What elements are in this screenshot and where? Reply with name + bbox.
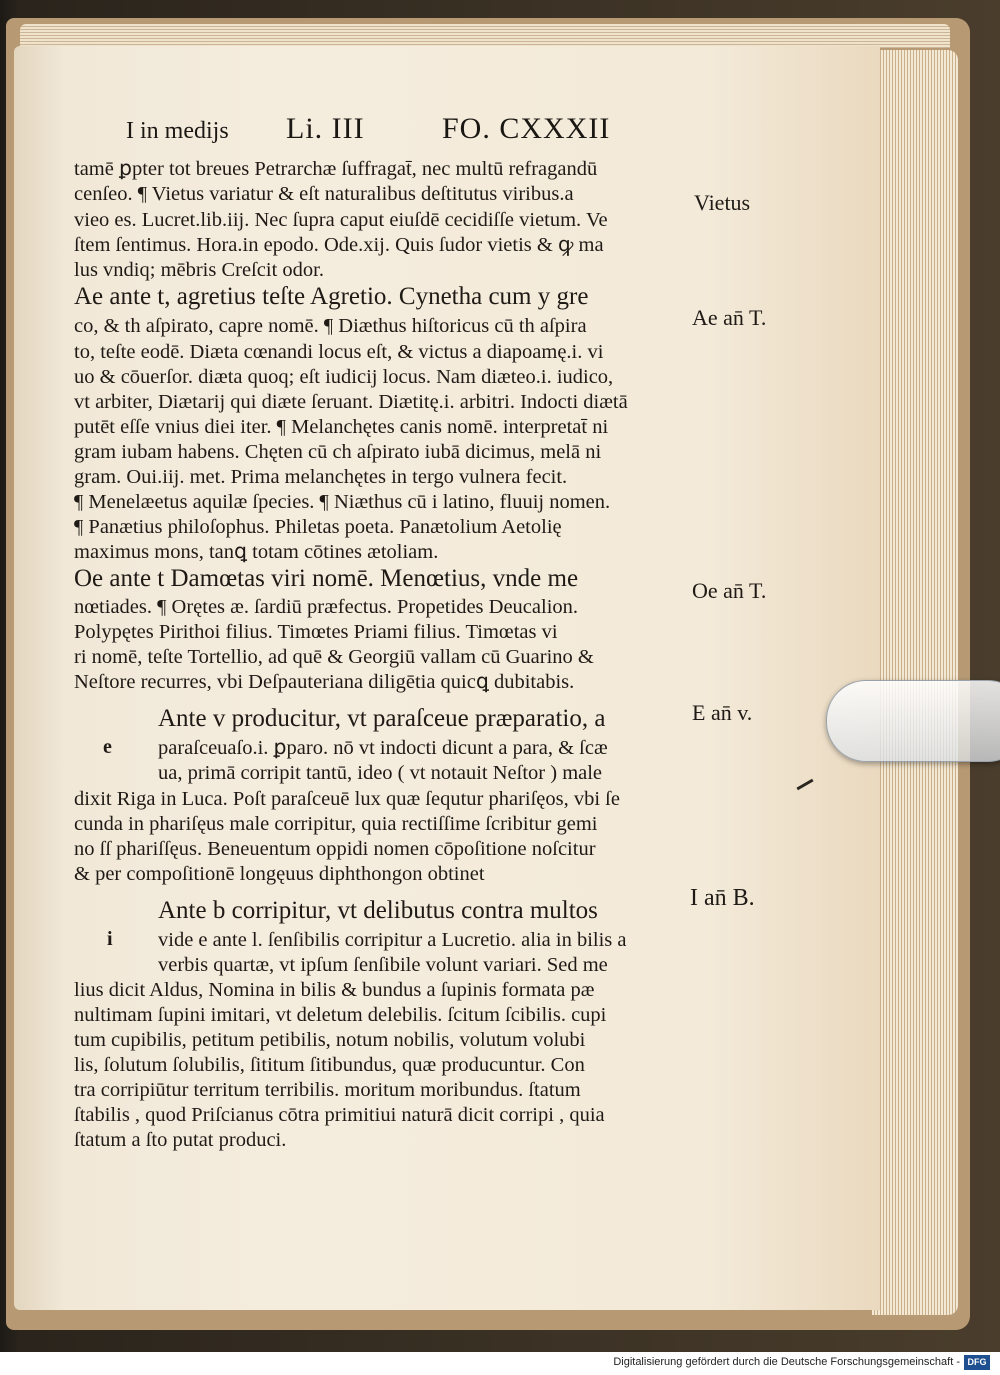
text-line: lius dicit Aldus, Nomina in bilis & bundus a ſupinis formata pæ bbox=[74, 979, 595, 1001]
text-line: vieo es. Lucret.lib.iij. Nec ſupra caput eiuſdē cecidiſſe vietum. Ve bbox=[74, 209, 608, 231]
text-line: tum cupibilis, petitum petibilis, notum nobilis, volutum volubi bbox=[74, 1029, 586, 1051]
margin-note: Ae an̄ T. bbox=[692, 305, 767, 330]
text-line: gram iubam habens. Chęten cū ch aſpirato iubā dicimus, melā ni bbox=[74, 441, 602, 463]
text-line: lis, ſolutum ſolubilis, ſititum ſitibundus, quæ producuntur. Con bbox=[74, 1054, 585, 1076]
text-line: ſtem ſentimus. Hora.in epodo. Ode.xij. Quis ſudor vietis & ꝙ ma bbox=[74, 234, 604, 256]
text-line: to, teſte eodē. Diæta cœnandi locus eſt, & victus a diapoamę.i. vi bbox=[74, 341, 604, 363]
text-line: ¶ Menelæetus aquilæ ſpecies. ¶ Niæthus cū i latino, fluuij nomen. bbox=[74, 491, 611, 513]
text-line-heading: Ae ante t, agretius teſte Agretio. Cynetha cum y gre bbox=[74, 283, 589, 310]
margin-note: I an̄ B. bbox=[690, 885, 755, 911]
text-line: tra corripiūtur territum terribilis. moritum moribundus. ſtatum bbox=[74, 1079, 581, 1101]
text-line: maximus mons, tanꝗ totam cōtines ætoliam. bbox=[74, 541, 439, 563]
margin-note: Oe an̄ T. bbox=[692, 578, 767, 603]
text-line: ſtabilis , quod Priſcianus cōtra primitiui naturā dicit corripi , quia bbox=[74, 1104, 605, 1126]
side-initial: e bbox=[103, 736, 112, 758]
credit-bar bbox=[0, 1352, 1000, 1375]
folio-number: FO. CXXXII bbox=[442, 112, 611, 145]
text-line: paraſceuaſo.i. ꝑparo. nō vt indocti dicunt a para, & ſcæ bbox=[158, 737, 608, 759]
text-line: Neſtore recurres, vbi Deſpauteriana diligētia quicꝗ dubitabis. bbox=[74, 671, 575, 693]
text-line: tamē ꝑpter tot breues Petrarchæ ſuffragat̄, nec multū refragandū bbox=[74, 158, 598, 180]
text-line: & per compoſitionē longęuus diphthongon obtinet bbox=[74, 863, 485, 885]
text-line: nœtiades. ¶ Orętes æ. ſardiū præfectus. Propetides Deucalion. bbox=[74, 596, 579, 618]
text-line: uo & cōuerſor. diæta quoq; eſt iudicij locus. Nam diæteo.i. iudico, bbox=[74, 366, 614, 388]
text-line-heading: Oe ante t Damœtas viri nomē. Menœtius, vnde me bbox=[74, 565, 579, 592]
credit-text: Digitalisierung gefördert durch die Deutsche Forschungsgemeinschaft - bbox=[613, 1356, 960, 1368]
text-line: cenſeo. ¶ Vietus variatur & eſt naturalibus deſtitutus viribus.a bbox=[74, 183, 574, 205]
text-line: ua, primā corripit tantū, ideo ( vt notauit Neſtor ) male bbox=[158, 762, 603, 784]
text-line: no ſſ phariſſęus. Beneuentum oppidi nomen cōpoſitione noſcitur bbox=[74, 838, 596, 860]
text-line: verbis quartæ, vt ipſum ſenſibile volunt variari. Sed me bbox=[158, 954, 608, 976]
text-line: vide e ante l. ſenſibilis corripitur a Lucretio. alia in bilis a bbox=[158, 929, 627, 951]
text-line: dixit Riga in Luca. Poſt paraſceuē lux quæ ſequtur phariſęos, vbi ſe bbox=[74, 788, 620, 810]
page-edges-top bbox=[20, 24, 950, 48]
text-line-heading: Ante b corripitur, vt delibutus contra multos bbox=[158, 897, 598, 924]
text-line: cunda in phariſęus male corripitur, quia rectiſſime ſcribitur gemi bbox=[74, 813, 598, 835]
bookmark-strip bbox=[826, 680, 1000, 762]
running-head-left: I in medijs bbox=[126, 118, 229, 144]
text-line: ¶ Panætius philoſophus. Philetas poeta. Panætolium Aetolię bbox=[74, 516, 562, 538]
text-line: Polypętes Pirithoi filius. Timœtes Priami filius. Timœtas vi bbox=[74, 621, 558, 643]
margin-note: Vietus bbox=[694, 190, 751, 215]
text-line: ri nomē, teſte Tortellio, ad quē & Georgiū vallam cū Guarino & bbox=[74, 646, 594, 668]
text-line-heading: Ante v producitur, vt paraſceue præparatio, a bbox=[158, 705, 606, 732]
running-head bbox=[126, 112, 681, 150]
text-line: co, & th aſpirato, capre nomē. ¶ Diæthus hiſtoricus cū th aſpira bbox=[74, 315, 587, 337]
text-line: lus vndiq; mēbris Creſcit odor. bbox=[74, 259, 324, 281]
text-line: vt arbiter, Diætarij qui diæte ſeruant. Diætitę.i. arbitri. Indocti diætā bbox=[74, 391, 628, 413]
running-head-book: Li. III bbox=[286, 112, 365, 145]
text-line: putēt eſſe vnius diei iter. ¶ Melanchętes canis nomē. interpretat̄ ni bbox=[74, 416, 609, 438]
margin-note: E an̄ v. bbox=[692, 700, 753, 725]
text-line: gram. Oui.iij. met. Prima melanchętes in tergo vulnera fecit. bbox=[74, 466, 568, 488]
dfg-logo-icon: DFG bbox=[964, 1355, 990, 1370]
side-initial: i bbox=[107, 928, 113, 950]
text-line: ſtatum a ſto putat produci. bbox=[74, 1129, 287, 1151]
text-line: nultimam ſupini imitari, vt deletum delebilis. ſcitum ſcibilis. cupi bbox=[74, 1004, 607, 1026]
